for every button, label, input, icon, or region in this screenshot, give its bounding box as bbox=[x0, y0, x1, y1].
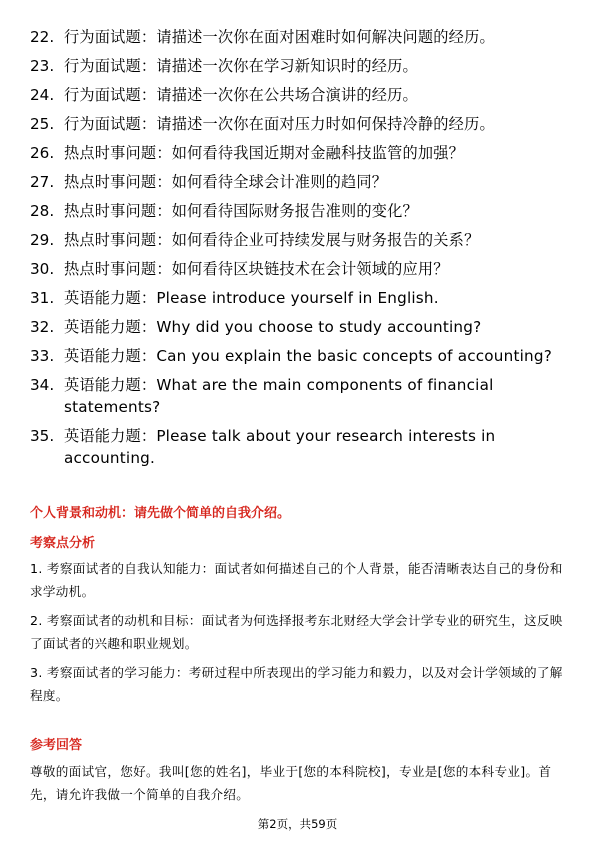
question-text: 热点时事问题：如何看待区块链技术在会计领域的应用？ bbox=[64, 260, 449, 278]
section-title-block bbox=[30, 505, 565, 523]
list-item bbox=[30, 200, 570, 222]
question-text: 热点时事问题：如何看待企业可持续发展与财务报告的关系？ bbox=[64, 231, 480, 249]
list-item bbox=[30, 345, 570, 367]
question-text: 热点时事问题：如何看待我国近期对金融科技监管的加强？ bbox=[64, 144, 465, 162]
question-list bbox=[30, 26, 570, 476]
question-text: 英语能力题：Please talk about your research interests in accounting. bbox=[64, 427, 496, 467]
question-text: 热点时事问题：如何看待国际财务报告准则的变化？ bbox=[64, 202, 418, 220]
question-number: 28. bbox=[30, 202, 55, 220]
answer-block bbox=[30, 737, 565, 755]
list-item bbox=[30, 425, 570, 469]
analysis-points bbox=[30, 557, 565, 707]
list-item bbox=[30, 171, 570, 193]
list-item bbox=[30, 142, 570, 164]
question-number: 24. bbox=[30, 86, 55, 104]
list-item bbox=[30, 26, 570, 48]
question-text: 英语能力题：What are the main components of financial statements? bbox=[64, 376, 494, 416]
question-number: 33. bbox=[30, 347, 55, 365]
answer-heading: 参考回答 bbox=[30, 738, 83, 753]
list-item bbox=[30, 84, 570, 106]
list-item bbox=[30, 113, 570, 135]
analysis-point: 2. 考察面试者的动机和目标：面试者为何选择报考东北财经大学会计学专业的研究生，这反映了面试者的兴趣和职业规划。 bbox=[30, 613, 563, 651]
question-number: 31. bbox=[30, 289, 55, 307]
list-item bbox=[30, 374, 570, 418]
question-number: 34. bbox=[30, 376, 55, 394]
question-text: 英语能力题：Can you explain the basic concepts of accounting? bbox=[64, 347, 552, 365]
page-footer: 第2页，共59页 bbox=[257, 817, 338, 831]
question-number: 26. bbox=[30, 144, 55, 162]
question-number: 29. bbox=[30, 231, 55, 249]
list-item bbox=[30, 258, 570, 280]
question-text: 英语能力题：Please introduce yourself in English. bbox=[64, 289, 439, 307]
answer-body bbox=[30, 760, 565, 806]
analysis-heading: 考察点分析 bbox=[30, 536, 96, 551]
list-item bbox=[30, 55, 570, 77]
question-text: 行为面试题：请描述一次你在面对压力时如何保持冷静的经历。 bbox=[64, 115, 495, 133]
question-number: 23. bbox=[30, 57, 55, 75]
question-number: 22. bbox=[30, 28, 55, 46]
analysis-point: 3. 考察面试者的学习能力：考研过程中所表现出的学习能力和毅力，以及对会计学领域的了解程度。 bbox=[30, 665, 563, 703]
section-title: 个人背景和动机：请先做个简单的自我介绍。 bbox=[30, 506, 291, 521]
question-text: 行为面试题：请描述一次你在面对困难时如何解决问题的经历。 bbox=[64, 28, 495, 46]
question-number: 25. bbox=[30, 115, 55, 133]
list-item bbox=[30, 229, 570, 251]
analysis-block bbox=[30, 535, 565, 553]
answer-text: 尊敬的面试官，您好。我叫[您的姓名]，毕业于[您的本科院校]，专业是[您的本科专业]。首先，请允许我做一个简单的自我介绍。 bbox=[30, 764, 552, 802]
analysis-point: 1. 考察面试者的自我认知能力：面试者如何描述自己的个人背景，能否清晰表达自己的身份和求学动机。 bbox=[30, 561, 563, 599]
question-text: 热点时事问题：如何看待全球会计准则的趋同？ bbox=[64, 173, 388, 191]
question-number: 30. bbox=[30, 260, 55, 278]
list-item bbox=[30, 287, 570, 309]
question-text: 英语能力题：Why did you choose to study accounting? bbox=[64, 318, 482, 336]
question-text: 行为面试题：请描述一次你在学习新知识时的经历。 bbox=[64, 57, 418, 75]
list-item bbox=[30, 316, 570, 338]
question-text: 行为面试题：请描述一次你在公共场合演讲的经历。 bbox=[64, 86, 418, 104]
question-number: 32. bbox=[30, 318, 55, 336]
question-number: 35. bbox=[30, 427, 55, 445]
question-number: 27. bbox=[30, 173, 55, 191]
